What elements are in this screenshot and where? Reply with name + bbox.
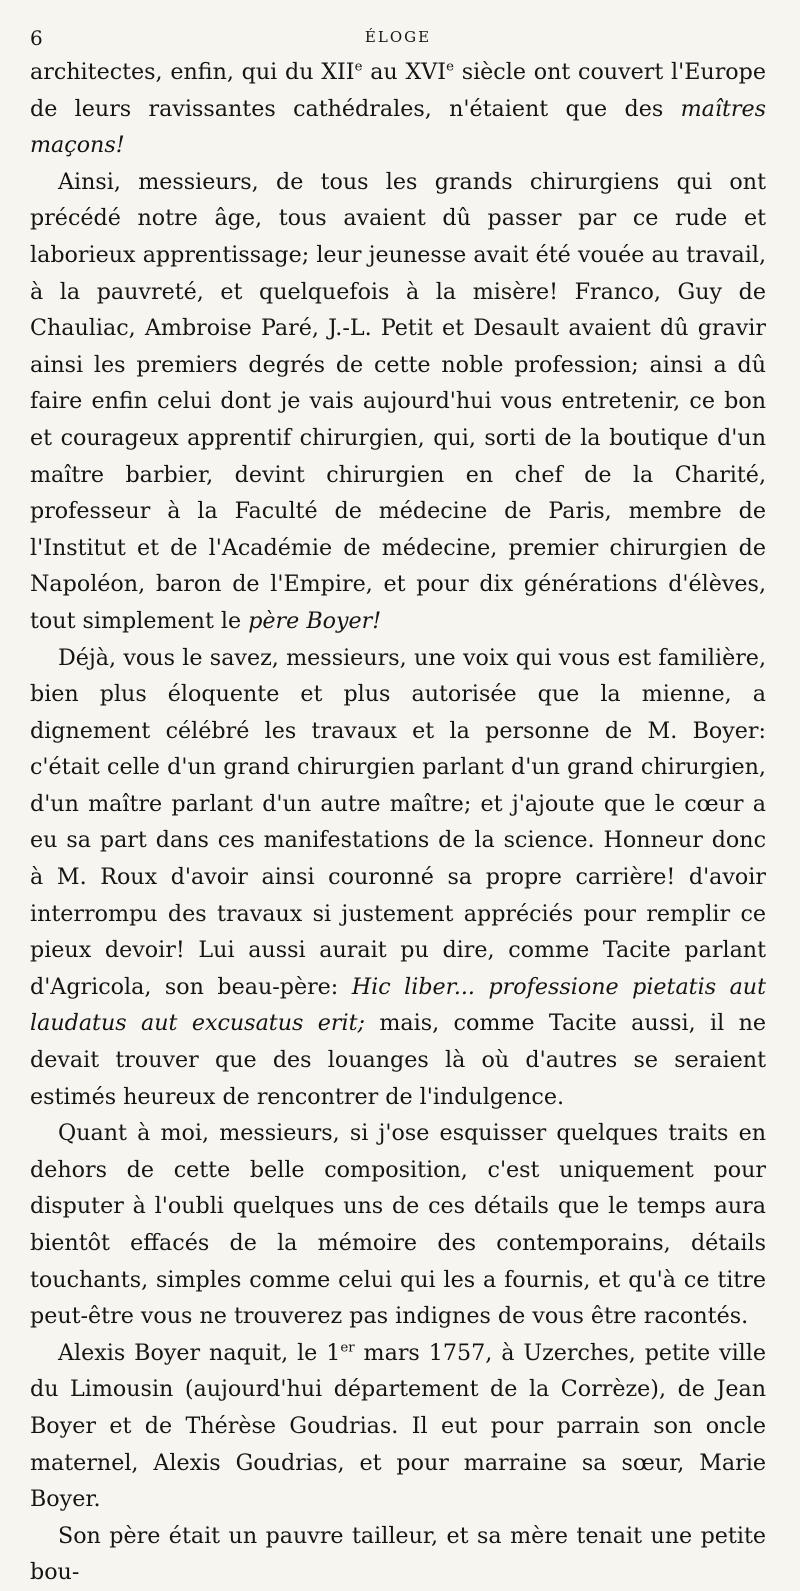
- text-run: Quant à moi, messieurs, si j'ose esquisser quelques traits en dehors de cette belle composition, c'est uniquement pour disputer à l'oubli quelques uns de ces détails que le temps aura bientôt effacés de la mémoire des contemporains, détails touchants, simples comme celui qui les a fournis, et qu'à ce titre peut-être vous ne trouverez pas indignes de vous être racontés.: [30, 1120, 766, 1330]
- text-run: XII: [321, 59, 355, 85]
- paragraph-p2: [30, 164, 766, 640]
- page-number: 6: [30, 26, 43, 50]
- text-run: Son père était un pauvre tailleur, et sa mère tenait une petite bou-: [30, 1522, 766, 1586]
- text-run: siècle ont couvert l'Europe de leurs ravissantes cathédrales, n'étaient que des: [30, 59, 766, 122]
- italic-text: maîtres maçons!: [30, 95, 766, 159]
- superscript-text: e: [446, 59, 454, 75]
- running-head: [30, 20, 766, 54]
- text-run: au: [362, 59, 406, 85]
- italic-text: Hic liber... professione pietatis aut laudatus aut excusatus erit;: [30, 973, 767, 1037]
- superscript-text: e: [354, 59, 363, 75]
- text-run: Ainsi, messieurs, de tous les grands chirurgiens qui ont précédé notre âge, tous avaient dû passer par ce rude et laborieux apprentissage; leur jeunesse avait été vouée au travail, à la pauvreté, et quelquefois à la misère! Franco, Guy de Chauliac, Ambroise Paré, J.-L. Petit et Desault avaient dû gravir ainsi les premiers degrés de cette noble profession; ainsi a dû faire enfin celui dont je vais aujourd'hui vous entretenir, ce bon et courageux apprentif chirurgien, qui, sorti de la boutique d'un maître barbier, devint chirurgien en chef de la Charité, professeur à la Faculté de médecine de Paris, membre de l'Institut et de l'Académie de médecine, premier chirurgien de Napoléon, baron de l'Empire, et pour dix générations d'élèves, tout simplement le: [30, 168, 766, 634]
- text-run: mais, comme Tacite aussi, il ne devait trouver que des louanges là où d'autres se seraient estimés heureux de rencontrer de l'indulgence.: [30, 1010, 766, 1110]
- header-title: ÉLOGE: [364, 28, 432, 46]
- text-run: XVI: [405, 59, 447, 85]
- paragraph-p5: [30, 1335, 766, 1518]
- paragraph-p4: [30, 1115, 766, 1335]
- text-run: architectes, enfin, qui du: [30, 59, 322, 85]
- text-run: Déjà, vous le savez, messieurs, une voix qui vous est familière, bien plus éloquente et plus autorisée que la mienne, a dignement célébré les travaux et la personne de M. Boyer: c'était celle d'un grand chirurgien parlant d'un grand chirurgien, d'un maître parlant d'un autre maître; et j'ajoute que le cœur a eu sa part dans ces manifestations de la science. Honneur donc à M. Roux d'avoir ainsi couronné sa propre carrière! d'avoir interrompu des travaux si justement appréciés pour remplir ce pieux devoir! Lui aussi aurait pu dire, comme Tacite parlant d'Agricola, son beau-père:: [30, 644, 766, 1000]
- paragraph-p3: [30, 640, 766, 1116]
- italic-text: père Boyer!: [248, 607, 382, 634]
- superscript-text: er: [340, 1340, 355, 1356]
- paragraph-p6: [30, 1518, 766, 1591]
- text-run: mars 1757, à Uzerches, petite ville du Limousin (aujourd'hui département de la Corrèze), de Jean Boyer et de Thérèse Goudrias. Il eut pour parrain son oncle maternel, Alexis Goudrias, et pour marraine sa sœur, Marie Boyer.: [30, 1339, 766, 1513]
- text-run: Alexis Boyer naquit, le 1: [58, 1339, 341, 1366]
- paragraph-p1: [30, 54, 766, 164]
- body-text: [30, 54, 766, 1591]
